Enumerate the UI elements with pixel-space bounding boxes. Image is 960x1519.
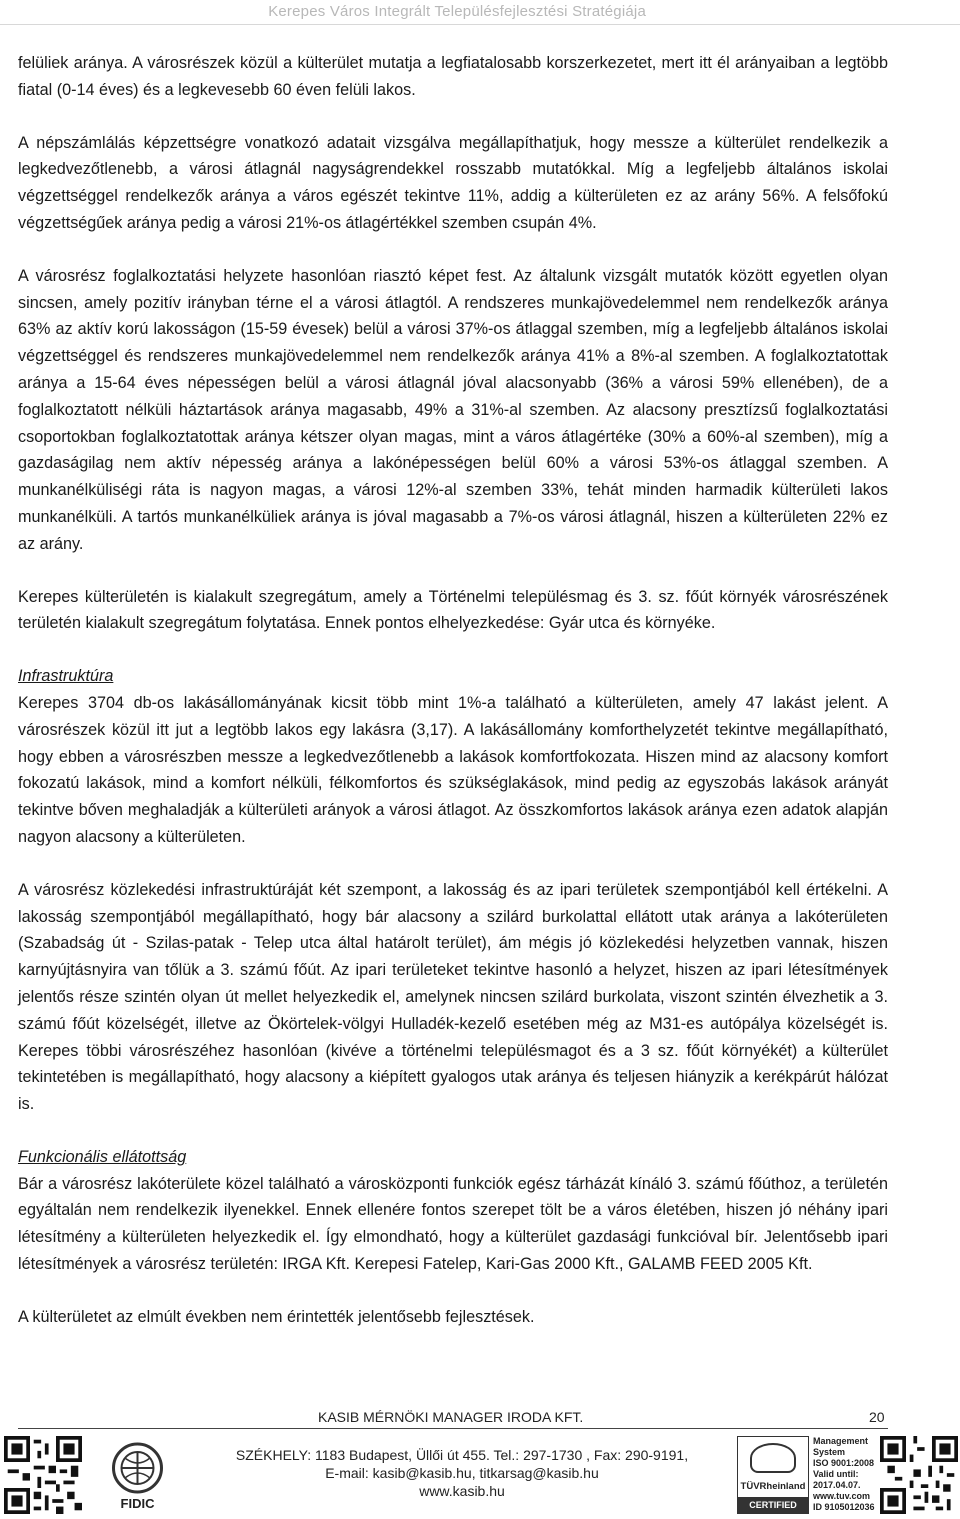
heading-functional: Funkcionális ellátottság	[18, 1147, 187, 1166]
footer-company: KASIB MÉRNÖKI MANAGER IRODA KFT.	[318, 1409, 584, 1425]
cert-line: 2017.04.07.	[813, 1480, 861, 1490]
qr-code-right-icon	[880, 1436, 958, 1514]
tuv-arch-icon	[750, 1443, 796, 1473]
fidic-text: FIDIC	[120, 1496, 155, 1511]
paragraph-transport: A városrész közlekedési infrastruktúráját két szempont, a lakosság és az ipari területek szempontjából kell értékelni. A lakosság szempontjából megállapítható, hogy bár alacsony a szilárd burkolattal ellátott utak aránya a lakóterületen (Szabadság út - Szilas-patak - Telep utca által határolt terület), ám mégis jó közlekedési helyzetben vannak, hiszen karnyújtásnyira van tőlük a 3. számú főút. Az ipari területeket tekintve hasonló a helyzet, hiszen az ipari létesítmények jelentős része szintén olyan út mellet helyezkedik el, amelynek nincsen szilárd burkolata, viszont szintén élvezhetik a 3. számú főút közelségét, illetve az Ökörtelek-völgyi Hulladék-kezelő esetében még az M31-es autópálya közelségét is. Kerepes többi városrészéhez hasonlóan (kivéve a történelmi településmagot és a 3 sz. főút környékét) a külterület tekintetében is megállapítható, hogy alacsony a kiépített gyalogos utak aránya és teljesen hiányzik a kerékpárút hálózat is.	[18, 880, 888, 1114]
document-body	[18, 50, 888, 1331]
cert-line: www.tuv.com	[813, 1491, 871, 1501]
certified-label: CERTIFIED	[738, 1497, 808, 1513]
paragraph-functions: Bár a városrész lakóterülete közel található a városközponti funkciók egész tárházát kínáló 3. számú főúthoz, a területén egyáltalán nem rendelkezik ilyenekkel. Ennek ellenére fontos szerepet tölt be a város életében, hiszen jó néhány ipari létesítmény a külterületen helyezkedik el. Így elmondható, hogy a külterület gazdasági funkcióval bír. Jelentősebb ipari létesítmények a városrész területén: IRGA Kft. Kerepesi Fatelep, Kari-Gas 2000 Kft., GALAMB FEED 2005 Kft.	[18, 1174, 888, 1274]
footer-divider	[18, 1428, 888, 1429]
page-header	[0, 0, 960, 25]
cert-line: Valid until:	[813, 1469, 859, 1479]
paragraph-segregation: Kerepes külterületén is kialakult szegregátum, amely a Történelmi településmag és 3. sz. főút környék városrészének területén kialakult szegregátum folytatása. Ennek pontos elhelyezkedése: Gyár utca és környéke.	[18, 587, 888, 633]
paragraph-developments: A külterületet az elmúlt években nem érintették jelentősebb fejlesztések.	[18, 1307, 535, 1326]
tuv-brand: TÜVRheinland	[740, 1481, 806, 1492]
address-line: SZÉKHELY: 1183 Budapest, Üllői út 455. Tel.: 297-1730 , Fax: 290-9191,	[235, 1447, 689, 1463]
cert-details	[813, 1436, 875, 1513]
cert-line: Management	[813, 1436, 869, 1446]
fidic-logo-icon	[100, 1438, 175, 1514]
email-line: E-mail: kasib@kasib.hu, titkarsag@kasib.hu	[325, 1465, 599, 1481]
paragraph-housing: Kerepes 3704 db-os lakásállományának kicsit több mint 1%-a található a külterületen, amely 47 lakást jelent. A városrészek közül itt jut a legtöbb lakos egy lakásra (3,17). A lakásállomány komforthelyzetét tekintve megállapítható, hogy ebben a városrészben messze a legkedvezőtlenebb a lakások komfortfokozata. Hiszen mind az alacsony komfort fokozatú lakások, mind a komfort nélküli, félkomfortos és szükséglakások, mind pedig az egyszobás lakások arányát tekintve bőven meghaladják a külterületi arányok a városi átlagot. Az összkomfortos lakások aránya ezen adatok alapján nagyon alacsony a külterületen.	[18, 693, 888, 846]
footer-address	[232, 1446, 692, 1500]
qr-code-left-icon	[4, 1436, 82, 1514]
page-number: 20	[869, 1409, 885, 1425]
paragraph-education: A népszámlálás képzettségre vonatkozó adatait vizsgálva megállapíthatjuk, hogy messze a külterület rendelkezik a legkedvezőtlenebb, a városi átlagnál nagyságrendekkel rosszabb mutatókkal. Míg a legfeljebb általános iskolai végzettséggel rendelkezők aránya a város egészét tekintve 11%, addig a külterületen ez az arány 56%. A felsőfokú végzettségűek aránya pedig a városi 21%-os átlagértékkel szemben csupán 4%.	[18, 133, 888, 232]
tuv-certificate-badge	[737, 1436, 879, 1514]
tuv-logo-box	[737, 1436, 809, 1514]
heading-infrastructure: Infrastruktúra	[18, 667, 114, 686]
cert-line: ISO 9001:2008	[813, 1458, 875, 1468]
header-title: Kerepes Város Integrált Településfejlesztési Stratégiája	[268, 3, 646, 20]
cert-line: System	[813, 1447, 846, 1457]
website-line: www.kasib.hu	[419, 1483, 505, 1499]
paragraph-employment: A városrész foglalkoztatási helyzete hasonlóan riasztó képet fest. Az általunk vizsgált mutatók között egyetlen olyan sincsen, amely pozitív irányban térne el a városi átlagtól. A rendszeres munkajövedelemmel nem rendelkezők aránya 63% az aktív korú lakosságon (15-59 évesek) belül a városi 37%-os átlaggal szemben, míg a legfeljebb általános iskolai végzettséggel és rendszeres munkajövedelemmel nem rendelkezők aránya 41% a 8%-al szemben. A foglalkoztatottak aránya a 15-64 éves népességen belül a városi átlagnál jóval alacsonyabb (36% a városi 59% ellenében), de a foglalkoztatott nélküli háztartások aránya magasabb, 49% a 31%-al szemben. Az alacsony presztízsű foglalkoztatási csoportokban foglalkoztatottak aránya kétszer olyan magas, mint a város átlagértéke (30% a 60%-al szemben), míg a gazdaságilag nem aktív népesség aránya a lakónépességen belül 60% a városi 53%-os átlaggal szemben. A munkanélküliségi ráta is nagyon magas, a városi 12%-al szemben 33%, tehát minden harmadik külterületi lakos munkanélküli. A tartós munkanélküliek aránya is jóval magasabb a 7%-os városi átlagnál, hiszen a külterületen 22% ez az arány.	[18, 266, 888, 553]
cert-line: ID 9105012036	[813, 1502, 875, 1512]
paragraph-age: felüliek aránya. A városrészek közül a külterület mutatja a legfiatalosabb korszerkezetet, mert itt él arányaiban a legtöbb fiatal (0-14 éves) és a legkevesebb 60 éven felüli lakos.	[18, 54, 888, 99]
